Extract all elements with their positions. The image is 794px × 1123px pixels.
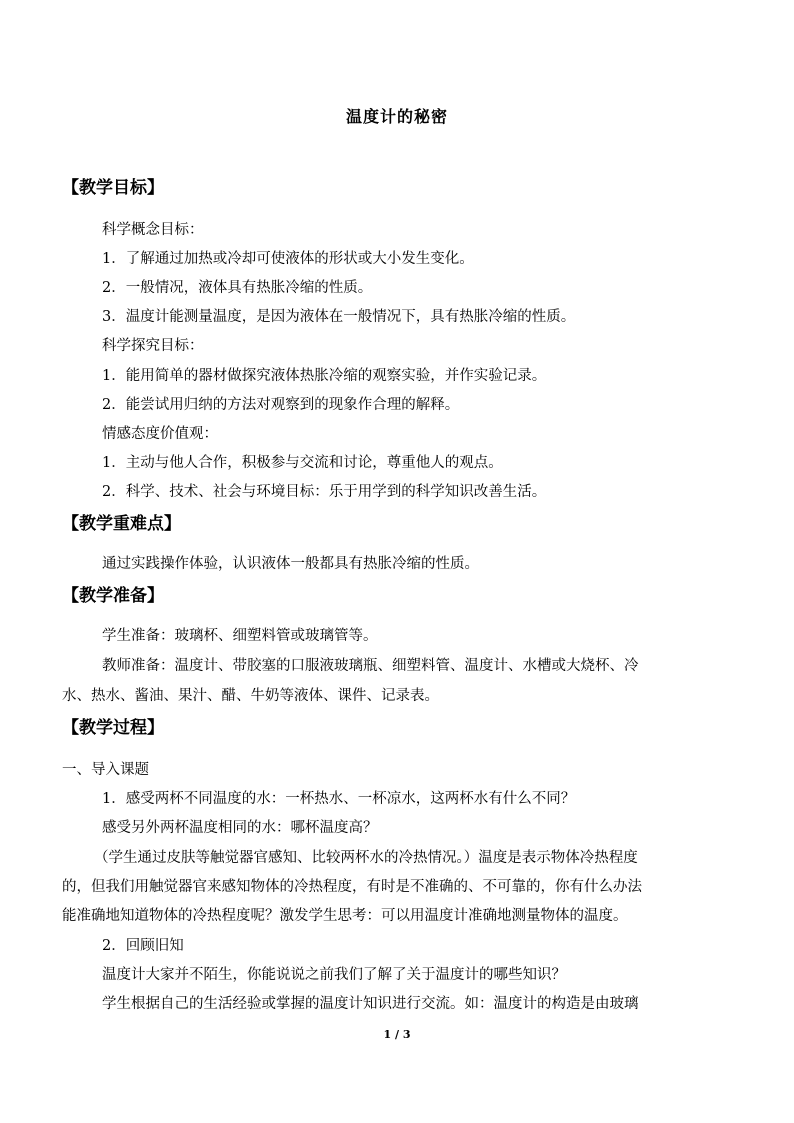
teacher-preparation-line1: 教师准备：温度计、带胶塞的口服液玻璃瓶、细塑料管、温度计、水槽或大烧杯、冷 xyxy=(102,658,639,674)
student-preparation: 学生准备：玻璃杯、细塑料管或玻璃管等。 xyxy=(102,628,378,644)
section-heading-goals: 【教学目标】 xyxy=(62,178,164,198)
inquiry-item-2: 2．能尝试用归纳的方法对观察到的现象作合理的解释。 xyxy=(102,397,460,413)
concept-item-1: 1．了解通过加热或冷却可使液体的形状或大小发生变化。 xyxy=(102,251,474,267)
process-paragraph-line2: 的，但我们用触觉器官来感知物体的冷热程度，有时是不准确的、不可靠的，你有什么办法 xyxy=(62,879,642,895)
process-part1-title: 一、导入课题 xyxy=(62,762,149,778)
concept-label: 科学概念目标： xyxy=(102,222,204,238)
process-paragraph-line1: （学生通过皮肤等触觉器官感知、比较两杯水的冷热情况。）温度是表示物体冷热程度 xyxy=(94,850,638,866)
attitude-item-1: 1．主动与他人合作，积极参与交流和讨论，尊重他人的观点。 xyxy=(102,455,503,471)
process-item-2-answer: 学生根据自己的生活经验或掌握的温度计知识进行交流。如：温度计的构造是由玻璃 xyxy=(102,996,639,1012)
section-heading-process: 【教学过程】 xyxy=(62,718,164,738)
inquiry-item-1: 1．能用简单的器材做探究液体热胀冷缩的观察实验，并作实验记录。 xyxy=(102,368,547,384)
section-heading-key-points: 【教学重难点】 xyxy=(62,514,181,534)
document-title: 温度计的秘密 xyxy=(345,107,448,126)
inquiry-label: 科学探究目标： xyxy=(102,338,204,354)
concept-item-3: 3．温度计能测量温度，是因为液体在一般情况下，具有热胀冷缩的性质。 xyxy=(102,309,576,325)
process-item-1: 1．感受两杯不同温度的水：一杯热水、一杯凉水，这两杯水有什么不同？ xyxy=(102,791,576,807)
teacher-preparation-line2: 水、热水、酱油、果汁、醋、牛奶等液体、课件、记录表。 xyxy=(62,688,439,704)
section-heading-preparation: 【教学准备】 xyxy=(62,586,164,606)
process-item-1-follow: 感受另外两杯温度相同的水：哪杯温度高？ xyxy=(102,820,378,836)
process-paragraph-line3: 能准确地知道物体的冷热程度呢？激发学生思考：可以用温度计准确地测量物体的温度。 xyxy=(62,908,628,924)
process-item-2: 2．回顾旧知 xyxy=(102,938,184,954)
attitude-label: 情感态度价值观： xyxy=(102,426,218,442)
attitude-item-2: 2．科学、技术、社会与环境目标：乐于用学到的科学知识改善生活。 xyxy=(102,484,547,500)
process-item-2-question: 温度计大家并不陌生，你能说说之前我们了解了关于温度计的哪些知识？ xyxy=(102,967,566,983)
key-points-text: 通过实践操作体验，认识液体一般都具有热胀冷缩的性质。 xyxy=(102,556,479,572)
page-number: 1 / 3 xyxy=(383,1028,411,1041)
concept-item-2: 2．一般情况，液体具有热胀冷缩的性质。 xyxy=(102,280,373,296)
